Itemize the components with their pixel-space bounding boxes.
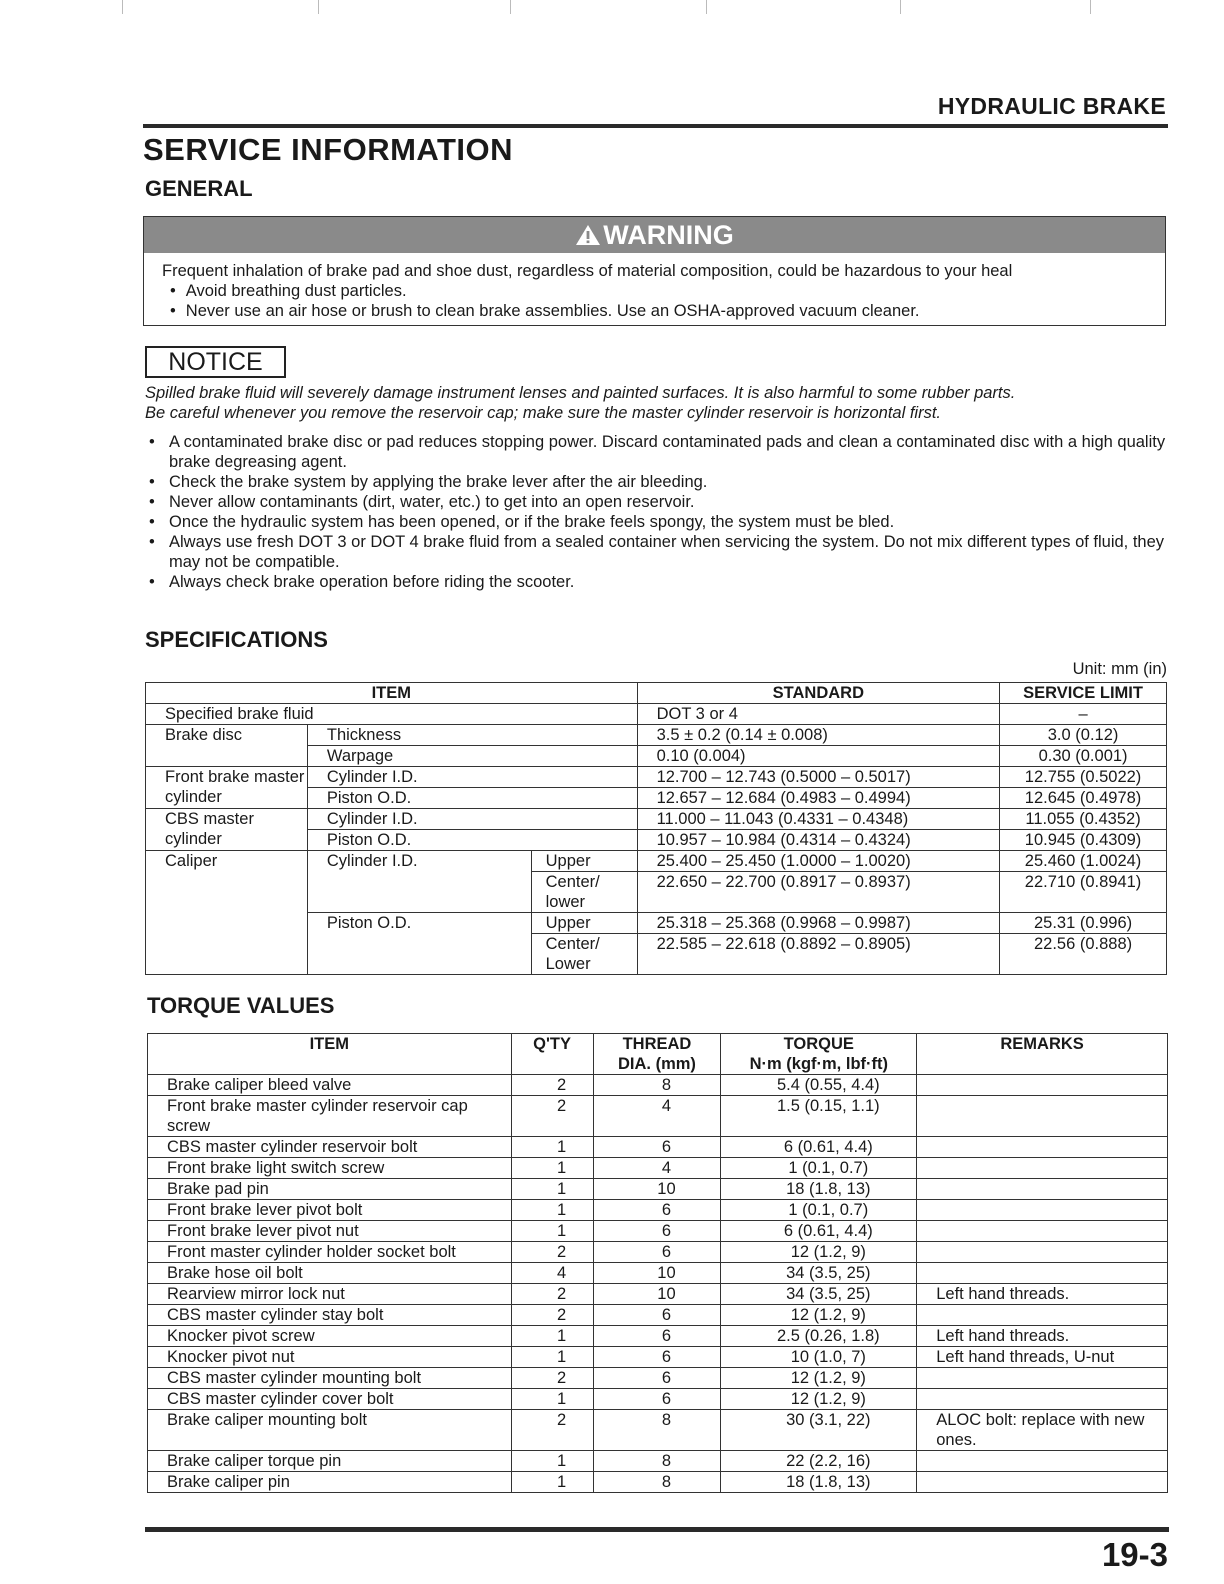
specifications-heading: SPECIFICATIONS [145,627,328,652]
torque-qty-cell: 1 [511,1179,593,1200]
torque-item-cell: Front brake master cylinder reservoir cap screw [148,1096,512,1137]
table-row [148,1368,1168,1389]
warning-triangle-icon [575,224,601,246]
specifications-table [145,682,1167,975]
spec-standard: 0.10 (0.004) [637,746,1000,767]
table-row [148,1096,1168,1137]
torque-torque-cell: 34 (3.5, 25) [721,1263,917,1284]
torque-qty-cell: 2 [511,1368,593,1389]
torque-qty-cell: 1 [511,1137,593,1158]
torque-torque-cell: 22 (2.2, 16) [721,1451,917,1472]
torque-torque-cell: 1 (0.1, 0.7) [721,1158,917,1179]
torque-torque-cell: 2.5 (0.26, 1.8) [721,1326,917,1347]
torque-qty-cell: 1 [511,1221,593,1242]
spec-subitem: Cylinder I.D. [307,767,637,788]
torque-dia-cell: 6 [593,1137,721,1158]
spec-standard: 10.957 – 10.984 (0.4314 – 0.4324) [637,830,1000,851]
spec-subitem: Piston O.D. [307,913,531,975]
torque-item-cell: Brake caliper torque pin [148,1451,512,1472]
table-header-row [148,1034,1168,1075]
torque-dia-cell: 8 [593,1451,721,1472]
torque-dia-cell: 6 [593,1326,721,1347]
torque-remarks-cell [917,1096,1168,1137]
spec-standard: 11.000 – 11.043 (0.4331 – 0.4348) [637,809,1000,830]
spec-item: Caliper [146,851,308,975]
torque-qty-cell: 2 [511,1096,593,1137]
torque-torque-cell: 12 (1.2, 9) [721,1242,917,1263]
spec-limit: 22.56 (0.888) [1000,934,1167,975]
torque-torque-cell: 18 (1.8, 13) [721,1179,917,1200]
torque-dia-cell: 4 [593,1158,721,1179]
header-line: N·m (kgf·m, lbf·ft) [749,1055,888,1073]
torque-item-cell: Knocker pivot screw [148,1326,512,1347]
column-header: SERVICE LIMIT [1000,683,1167,704]
spec-limit: 3.0 (0.12) [1000,725,1167,746]
torque-item-cell: Brake caliper bleed valve [148,1075,512,1096]
torque-torque-cell: 6 (0.61, 4.4) [721,1221,917,1242]
general-bullets [145,432,1167,592]
table-row [148,1179,1168,1200]
table-row [148,1472,1168,1493]
torque-remarks-cell [917,1200,1168,1221]
list-item: • Never allow contaminants (dirt, water, etc.) to get into an open reservoir. [145,492,1167,512]
list-item: • A contaminated brake disc or pad reduces stopping power. Discard contaminated pads and clean a contaminated disc with a high quality brake degreasing agent. [145,432,1167,472]
torque-remarks-cell [917,1389,1168,1410]
general-heading: GENERAL [145,176,253,201]
spec-position: Upper [531,913,637,934]
table-row [148,1326,1168,1347]
torque-dia-cell: 8 [593,1075,721,1096]
list-item: • Check the brake system by applying the brake lever after the air bleeding. [145,472,1167,492]
list-item: • Once the hydraulic system has been opened, or if the brake feels spongy, the system must be bled. [145,512,1167,532]
spec-position: Center/ lower [531,872,637,913]
spec-limit: 11.055 (0.4352) [1000,809,1167,830]
table-row [148,1158,1168,1179]
spec-standard: 25.400 – 25.450 (1.0000 – 1.0020) [637,851,1000,872]
torque-remarks-cell [917,1368,1168,1389]
column-header: ITEM [148,1034,512,1075]
torque-item-cell: Front brake light switch screw [148,1158,512,1179]
torque-dia-cell: 6 [593,1305,721,1326]
header-line: DIA. (mm) [617,1055,696,1073]
table-row [146,809,1167,830]
torque-dia-cell: 10 [593,1263,721,1284]
torque-item-cell: Front brake lever pivot nut [148,1221,512,1242]
torque-remarks-cell: Left hand threads, U-nut [917,1347,1168,1368]
torque-remarks-cell: Left hand threads. [917,1326,1168,1347]
spec-item: CBS master cylinder [146,809,308,851]
spec-subitem: Warpage [307,746,637,767]
page-title: SERVICE INFORMATION [143,132,514,167]
warning-header [144,217,1165,253]
table-row [148,1389,1168,1410]
torque-remarks-cell [917,1179,1168,1200]
spec-limit: 0.30 (0.001) [1000,746,1167,767]
torque-remarks-cell [917,1305,1168,1326]
torque-item-cell: Knocker pivot nut [148,1347,512,1368]
spec-item: Front brake master cylinder [146,767,308,809]
torque-remarks-cell [917,1221,1168,1242]
spec-subitem: Cylinder I.D. [307,809,637,830]
scan-mark [1090,0,1091,14]
torque-item-cell: Brake caliper pin [148,1472,512,1493]
torque-torque-cell: 12 (1.2, 9) [721,1305,917,1326]
torque-torque-cell: 18 (1.8, 13) [721,1472,917,1493]
column-header: STANDARD [637,683,1000,704]
scan-mark [122,0,123,14]
torque-item-cell: Rearview mirror lock nut [148,1284,512,1305]
notice-label: NOTICE [145,346,286,378]
table-row [146,725,1167,746]
header-rule [143,124,1168,128]
spec-limit: 10.945 (0.4309) [1000,830,1167,851]
torque-qty-cell: 2 [511,1242,593,1263]
warning-box [143,216,1166,326]
column-header: ITEM [146,683,638,704]
torque-remarks-cell [917,1158,1168,1179]
torque-qty-cell: 2 [511,1410,593,1451]
torque-dia-cell: 6 [593,1368,721,1389]
spec-subitem: Piston O.D. [307,830,637,851]
torque-qty-cell: 1 [511,1451,593,1472]
table-row [146,767,1167,788]
torque-dia-cell: 6 [593,1200,721,1221]
torque-qty-cell: 1 [511,1389,593,1410]
torque-dia-cell: 8 [593,1472,721,1493]
spec-standard: 12.700 – 12.743 (0.5000 – 0.5017) [637,767,1000,788]
warning-bullet: • Avoid breathing dust particles. [162,281,1012,301]
torque-torque-cell: 6 (0.61, 4.4) [721,1137,917,1158]
scan-mark [318,0,319,14]
table-row [148,1221,1168,1242]
spec-limit: 12.755 (0.5022) [1000,767,1167,788]
warning-content [162,261,1012,321]
notice-text [145,383,1015,423]
torque-dia-cell: 6 [593,1347,721,1368]
torque-torque-cell: 1 (0.1, 0.7) [721,1200,917,1221]
torque-torque-cell: 30 (3.1, 22) [721,1410,917,1451]
torque-item-cell: CBS master cylinder stay bolt [148,1305,512,1326]
column-header [721,1034,917,1075]
warning-text: Frequent inhalation of brake pad and shoe dust, regardless of material composition, could be hazardous to your heal [162,262,1013,280]
torque-item-cell: CBS master cylinder reservoir bolt [148,1137,512,1158]
torque-torque-cell: 5.4 (0.55, 4.4) [721,1075,917,1096]
torque-torque-cell: 1.5 (0.15, 1.1) [721,1096,917,1137]
torque-remarks-cell [917,1451,1168,1472]
torque-item-cell: Brake pad pin [148,1179,512,1200]
spec-position: Center/ Lower [531,934,637,975]
torque-qty-cell: 1 [511,1200,593,1221]
spec-subitem: Piston O.D. [307,788,637,809]
spec-limit: 12.645 (0.4978) [1000,788,1167,809]
section-header: HYDRAULIC BRAKE [937,93,1166,119]
column-header: REMARKS [917,1034,1168,1075]
spec-limit: 25.460 (1.0024) [1000,851,1167,872]
torque-qty-cell: 1 [511,1326,593,1347]
notice-line: Spilled brake fluid will severely damage instrument lenses and painted surfaces. It is also harmful to some rubber parts. [145,384,1016,402]
torque-remarks-cell: Left hand threads. [917,1284,1168,1305]
warning-label: WARNING [603,220,734,250]
list-item: • Always use fresh DOT 3 or DOT 4 brake fluid from a sealed container when servicing the system. Do not mix different types of fluid, they may not be compatible. [145,532,1167,572]
torque-torque-cell: 12 (1.2, 9) [721,1368,917,1389]
torque-qty-cell: 1 [511,1158,593,1179]
torque-torque-cell: 10 (1.0, 7) [721,1347,917,1368]
torque-dia-cell: 6 [593,1221,721,1242]
torque-item-cell: Brake caliper mounting bolt [148,1410,512,1451]
torque-body [148,1075,1168,1493]
torque-table [147,1033,1168,1493]
torque-heading: TORQUE VALUES [147,993,335,1018]
table-row [148,1242,1168,1263]
column-header: Q'TY [511,1034,593,1075]
table-row [148,1263,1168,1284]
table-row [148,1347,1168,1368]
column-header [593,1034,721,1075]
footer-rule [145,1527,1169,1532]
table-row [148,1451,1168,1472]
spec-standard: 12.657 – 12.684 (0.4983 – 0.4994) [637,788,1000,809]
spec-standard: 25.318 – 25.368 (0.9968 – 0.9987) [637,913,1000,934]
list-item: • Always check brake operation before riding the scooter. [145,572,1167,592]
torque-remarks-cell [917,1075,1168,1096]
table-row [148,1305,1168,1326]
spec-subitem: Thickness [307,725,637,746]
spec-standard: 22.585 – 22.618 (0.8892 – 0.8905) [637,934,1000,975]
table-row [148,1137,1168,1158]
torque-qty-cell: 2 [511,1284,593,1305]
torque-remarks-cell [917,1472,1168,1493]
torque-dia-cell: 8 [593,1410,721,1451]
table-header-row [146,683,1167,704]
spec-item: Specified brake fluid [146,704,638,725]
spec-subitem: Cylinder I.D. [307,851,531,913]
table-row [146,851,1167,872]
torque-item-cell: CBS master cylinder cover bolt [148,1389,512,1410]
header-line: THREAD [622,1035,692,1053]
torque-remarks-cell [917,1242,1168,1263]
torque-dia-cell: 4 [593,1096,721,1137]
table-row [148,1075,1168,1096]
unit-label: Unit: mm (in) [1072,660,1167,678]
spec-limit: 22.710 (0.8941) [1000,872,1167,913]
notice-line: Be careful whenever you remove the reservoir cap; make sure the master cylinder reservoir is horizontal first. [145,404,941,422]
table-row [146,704,1167,725]
spec-limit: – [1000,704,1167,725]
torque-qty-cell: 2 [511,1305,593,1326]
page-number: 19-3 [1101,1536,1168,1573]
spec-limit: 25.31 (0.996) [1000,913,1167,934]
warning-bullet: • Never use an air hose or brush to clean brake assemblies. Use an OSHA-approved vacuum cleaner. [162,301,1012,321]
torque-qty-cell: 1 [511,1347,593,1368]
torque-dia-cell: 6 [593,1389,721,1410]
table-row [148,1200,1168,1221]
torque-dia-cell: 6 [593,1242,721,1263]
scan-mark [706,0,707,14]
table-row [148,1410,1168,1451]
torque-dia-cell: 10 [593,1284,721,1305]
spec-position: Upper [531,851,637,872]
header-line: TORQUE [783,1035,854,1053]
torque-item-cell: Front master cylinder holder socket bolt [148,1242,512,1263]
torque-qty-cell: 4 [511,1263,593,1284]
torque-item-cell: CBS master cylinder mounting bolt [148,1368,512,1389]
torque-torque-cell: 34 (3.5, 25) [721,1284,917,1305]
scan-mark [900,0,901,14]
torque-qty-cell: 1 [511,1472,593,1493]
torque-remarks-cell [917,1137,1168,1158]
torque-dia-cell: 10 [593,1179,721,1200]
torque-qty-cell: 2 [511,1075,593,1096]
spec-standard: 3.5 ± 0.2 (0.14 ± 0.008) [637,725,1000,746]
table-row [148,1284,1168,1305]
torque-remarks-cell: ALOC bolt: replace with new ones. [917,1410,1168,1451]
torque-item-cell: Brake hose oil bolt [148,1263,512,1284]
torque-item-cell: Front brake lever pivot bolt [148,1200,512,1221]
torque-remarks-cell [917,1263,1168,1284]
spec-standard: 22.650 – 22.700 (0.8917 – 0.8937) [637,872,1000,913]
torque-torque-cell: 12 (1.2, 9) [721,1389,917,1410]
scan-mark [510,0,511,14]
spec-item: Brake disc [146,725,308,767]
spec-standard: DOT 3 or 4 [637,704,1000,725]
